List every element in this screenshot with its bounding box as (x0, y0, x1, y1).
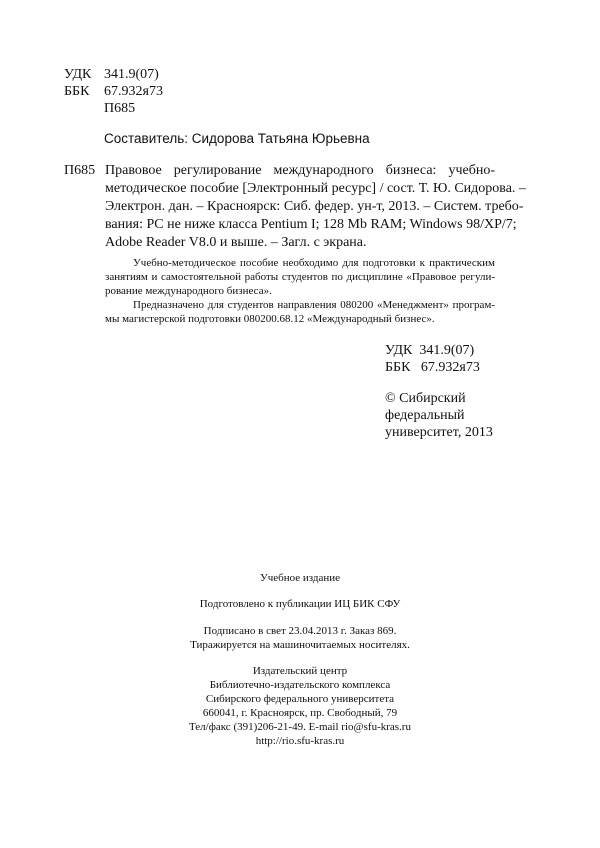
classification-bbk: ББК 67.932я73 (385, 360, 480, 375)
classification-udk: УДК 341.9(07) (385, 343, 475, 358)
description-line: Adobe Reader V8.0 и выше. – Загл. с экрана. (105, 235, 367, 250)
publisher-website: http://rio.sfu-kras.ru (255, 735, 345, 747)
publisher-line: Сибирского федерального университета (205, 693, 395, 705)
publisher-contacts: Тел/факс (391)206-21-49. E-mail rio@sfu-kras.ru (189, 721, 411, 733)
copyright-line: © Сибирский (385, 391, 466, 406)
udk-value: 341.9(07) (104, 67, 159, 82)
annotation-line: мы магистерской подготовки 080200.68.12 «Международный бизнес». (105, 313, 435, 325)
udk-label: УДК (64, 67, 92, 82)
signed-date: Подписано в свет 23.04.2013 г. Заказ 869. (203, 625, 397, 637)
author-mark: П685 (104, 101, 136, 116)
bbk-value: 67.932я73 (104, 84, 163, 99)
annotation-line: рование международного бизнеса». (105, 285, 272, 297)
description-line: Правовое регулирование международного бизнеса: учебно- (105, 163, 495, 178)
compiler: Составитель: Сидорова Татьяна Юрьевна (104, 131, 370, 146)
description-line: Электрон. дан. – Красноярск: Сиб. федер. ун-т, 2013. – Систем. требо- (105, 199, 524, 214)
description-mark: П685 (64, 163, 96, 178)
prepared-for-publication: Подготовлено к публикации ИЦ БИК СФУ (199, 598, 401, 610)
publisher-line: Библиотечно-издательского комплекса (209, 679, 391, 691)
publisher-address: 660041, г. Красноярск, пр. Свободный, 79 (202, 707, 398, 719)
annotation-line: Предназначено для студентов направления 080200 «Менеджмент» програм- (133, 299, 495, 311)
copies-note: Тиражируется на машиночитаемых носителях. (190, 639, 410, 651)
annotation-line: Учебно-методическое пособие необходимо для подготовки к практическим (133, 257, 495, 269)
description-line: методическое пособие [Электронный ресурс] / сост. Т. Ю. Сидорова. – (105, 181, 526, 196)
description-line: вания: PC не ниже класса Pentium I; 128 Mb RAM; Windows 98/XP/7; (105, 217, 517, 232)
copyright-line: университет, 2013 (385, 425, 493, 440)
bibliographic-description (105, 162, 526, 252)
publisher-line: Издательский центр (252, 665, 348, 677)
edition-type: Учебное издание (259, 572, 341, 584)
annotation-line: занятиям и самостоятельной работы студентов по дисциплине «Правовое регули- (105, 271, 495, 283)
annotation (105, 256, 495, 326)
bbk-label: ББК (64, 84, 90, 99)
copyright-line: федеральный (385, 408, 465, 423)
